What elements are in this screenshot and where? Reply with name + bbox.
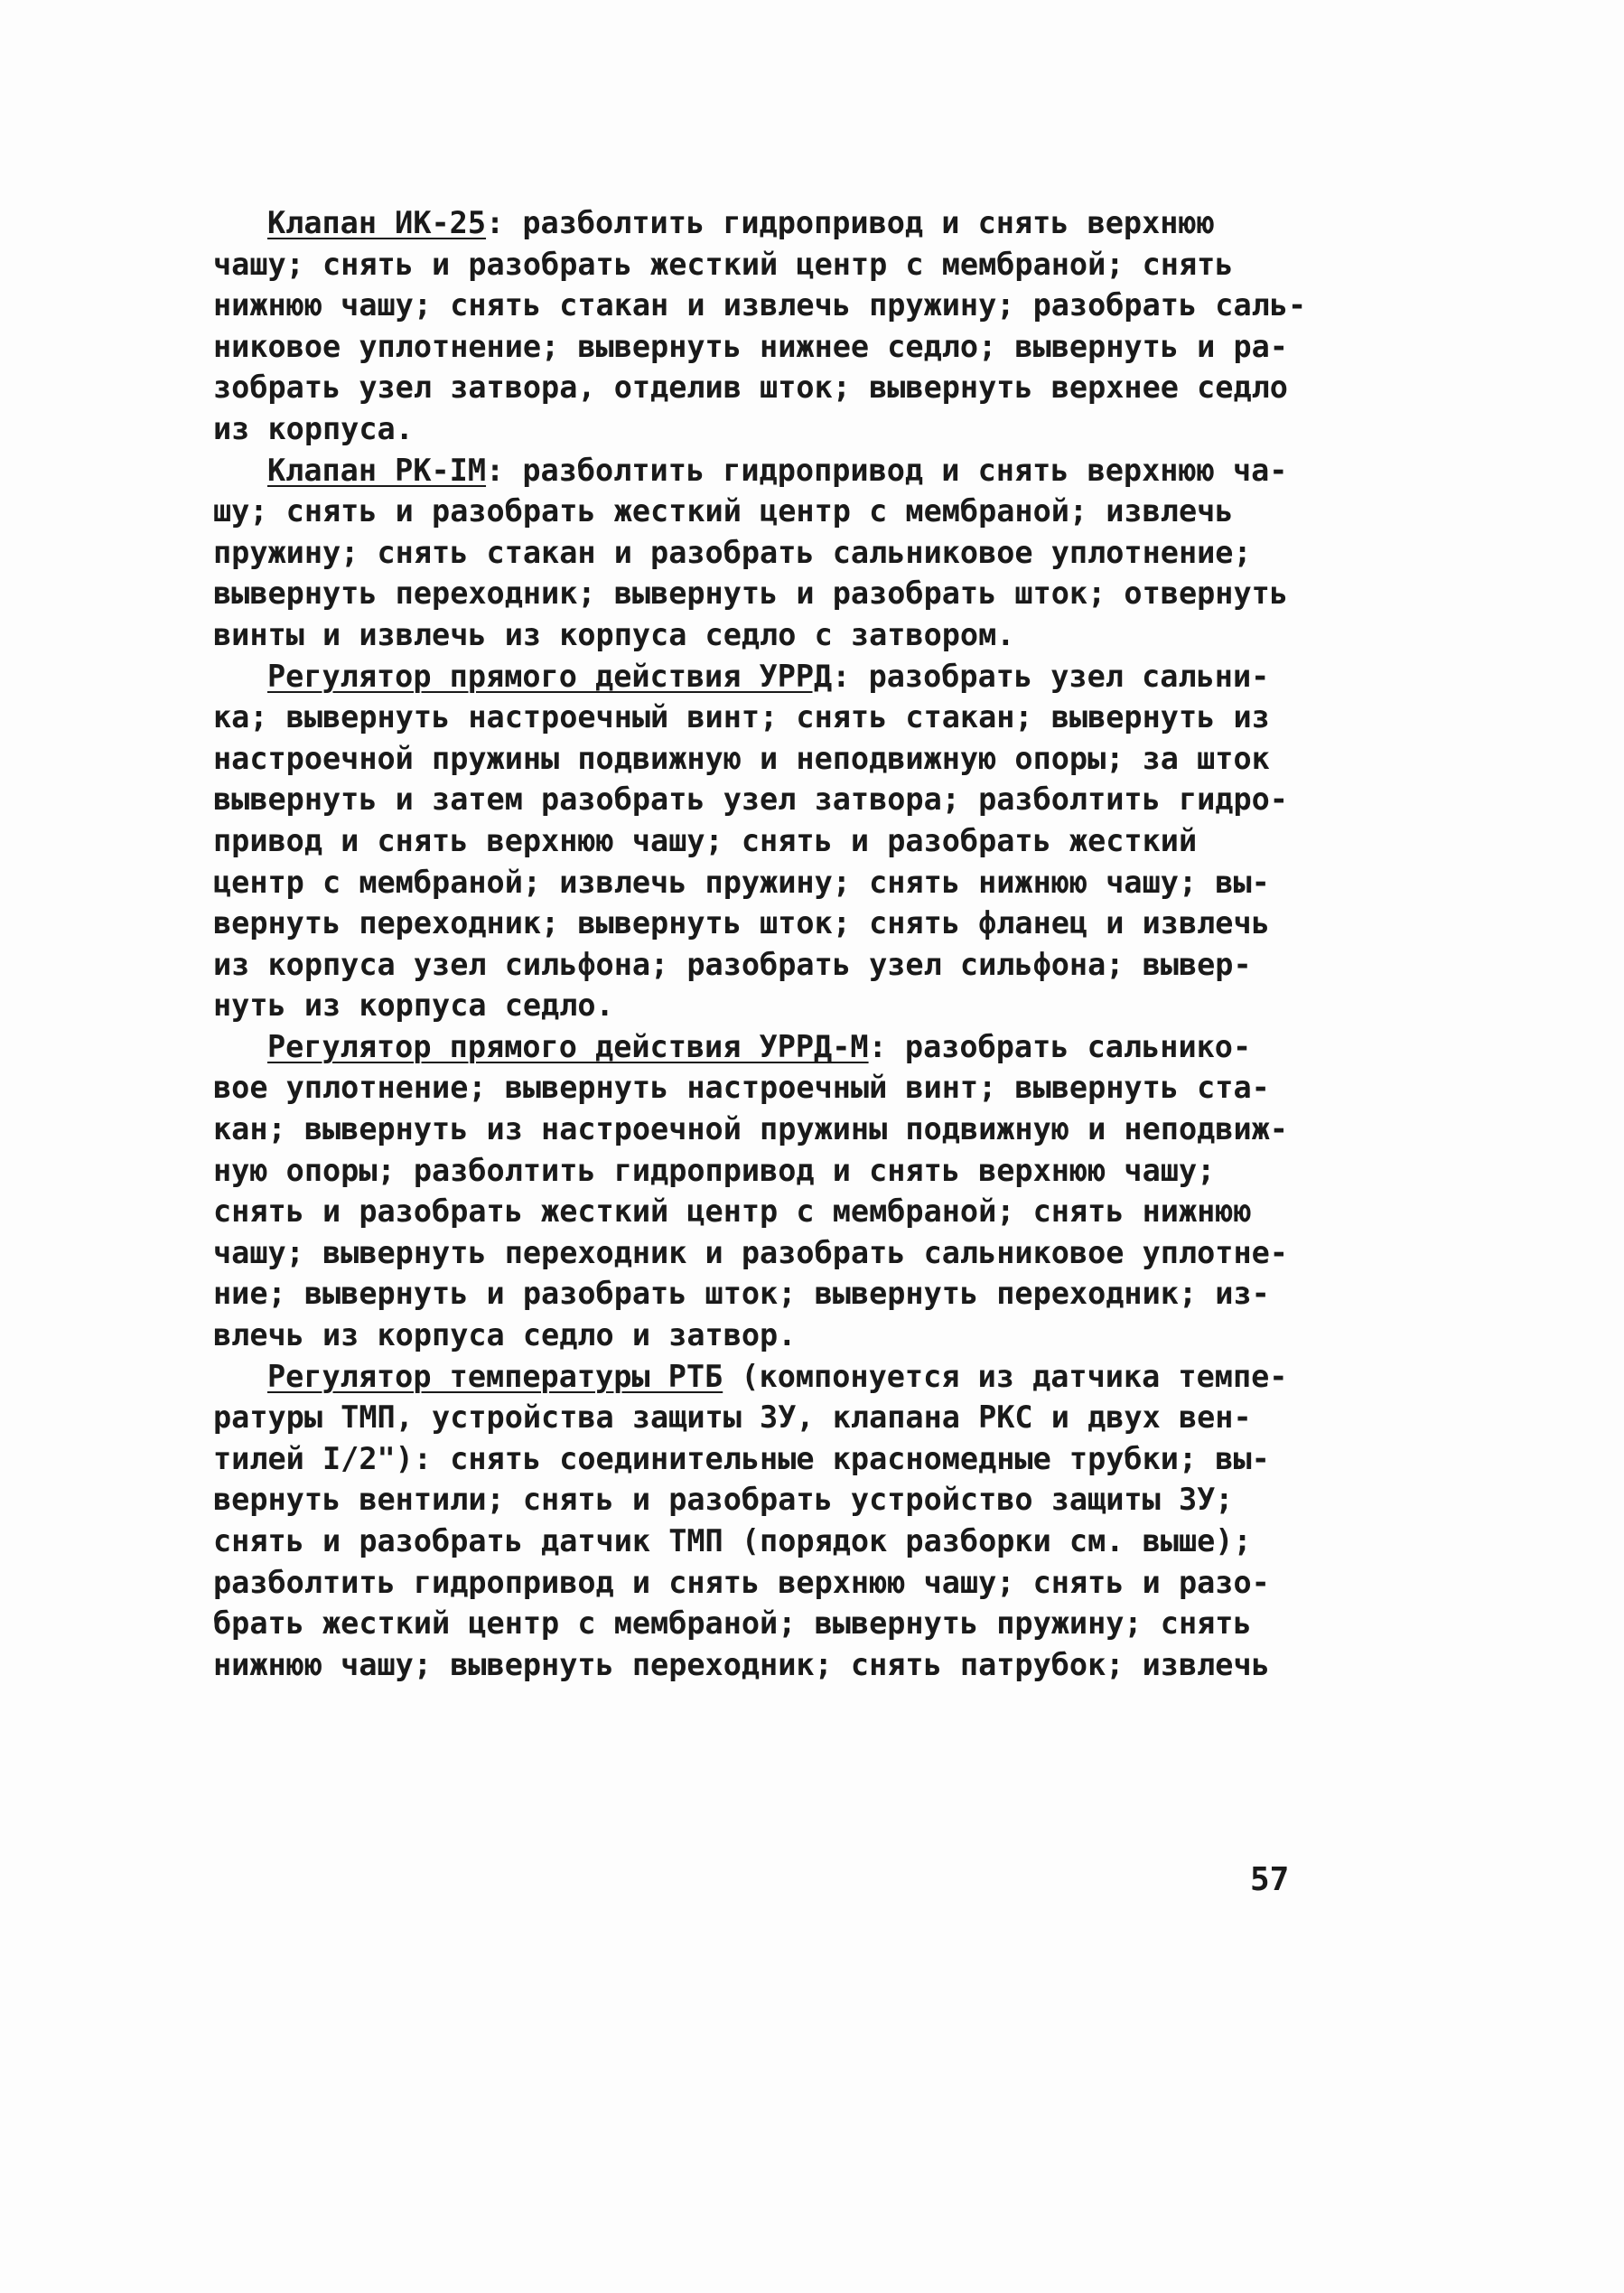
paragraph-heading: Регулятор прямого действия УРРД	[267, 658, 833, 694]
body-text	[213, 202, 1324, 1685]
paragraph-line: настроечной пружины подвижную и неподвижную опоры; за шток	[213, 740, 1270, 776]
paragraph-line: ние; вывернуть и разобрать шток; вывернуть переходник; из-	[213, 1276, 1270, 1312]
paragraph-line-text: : разболтить гидропривод и снять верхнюю	[486, 205, 1215, 240]
paragraph-line: вывернуть и затем разобрать узел затвора; разболтить гидро-	[213, 781, 1288, 818]
paragraph-line-text: : разобрать сальнико-	[868, 1028, 1252, 1064]
paragraph-heading: Клапан ИК-25	[267, 205, 487, 240]
paragraph-heading: Клапан РК-IM	[267, 452, 487, 488]
paragraph-line: влечь из корпуса седло и затвор.	[213, 1317, 797, 1353]
paragraph-line: вернуть переходник; вывернуть шток; снять фланец и извлечь	[213, 905, 1270, 941]
paragraph-line: зобрать узел затвора, отделив шток; вывернуть верхнее седло	[213, 370, 1288, 406]
paragraph-line: из корпуса узел сильфона; разобрать узел сильфона; вывер-	[213, 946, 1252, 982]
paragraph-line: нижнюю чашу; вывернуть переходник; снять патрубок; извлечь	[213, 1646, 1270, 1682]
paragraph-line: центр с мембраной; извлечь пружину; снять нижнюю чашу; вы-	[213, 864, 1270, 900]
paragraph-line	[213, 1356, 1324, 1398]
paragraph-line: снять и разобрать датчик ТМП (порядок разборки см. выше);	[213, 1523, 1252, 1558]
paragraph-line: ка; вывернуть настроечный винт; снять стакан; вывернуть из	[213, 699, 1270, 735]
paragraph-line	[213, 202, 1324, 244]
paragraph-line-text: : разболтить гидропривод и снять верхнюю ча-	[486, 452, 1288, 488]
paragraph-line: кан; вывернуть из настроечной пружины подвижную и неподвиж-	[213, 1111, 1288, 1147]
paragraph-line	[213, 450, 1324, 491]
paragraph-heading: Регулятор температуры РТБ	[267, 1358, 723, 1394]
paragraph-line: ратуры ТМП, устройства защиты ЗУ, клапана РКС и двух вен-	[213, 1399, 1252, 1436]
paragraph-line: пружину; снять стакан и разобрать сальниковое уплотнение;	[213, 534, 1252, 570]
paragraph-line: привод и снять верхнюю чашу; снять и разобрать жесткий	[213, 822, 1198, 858]
paragraph-line	[213, 1026, 1324, 1068]
paragraph-line-text: (компонуется из датчика темпе-	[723, 1358, 1288, 1394]
paragraph-line: вывернуть переходник; вывернуть и разобрать шток; отвернуть	[213, 576, 1288, 612]
paragraph-line: вое уплотнение; вывернуть настроечный винт; вывернуть ста-	[213, 1070, 1270, 1106]
paragraph-line: тилей I/2"): снять соединительные красномедные трубки; вы-	[213, 1440, 1270, 1476]
paragraph-line: никовое уплотнение; вывернуть нижнее седло; вывернуть и ра-	[213, 328, 1288, 364]
paragraph-line: ную опоры; разболтить гидропривод и снять верхнюю чашу;	[213, 1152, 1216, 1188]
paragraph-line: нуть из корпуса седло.	[213, 987, 614, 1024]
paragraph-line: чашу; вывернуть переходник и разобрать сальниковое уплотне-	[213, 1234, 1288, 1270]
paragraph-line: вернуть вентили; снять и разобрать устройство защиты ЗУ;	[213, 1482, 1234, 1518]
paragraph-line: винты и извлечь из корпуса седло с затвором.	[213, 616, 1015, 652]
paragraph-line: снять и разобрать жесткий центр с мембраной; снять нижнюю	[213, 1193, 1252, 1230]
paragraph-heading: Регулятор прямого действия УРРД-М	[267, 1028, 869, 1064]
paragraph-line: брать жесткий центр с мембраной; вывернуть пружину; снять	[213, 1605, 1252, 1642]
paragraph-line: чашу; снять и разобрать жесткий центр с мембраной; снять	[213, 246, 1234, 282]
paragraph-line: из корпуса.	[213, 410, 414, 446]
paragraph-line-text: : разобрать узел сальни-	[832, 658, 1270, 694]
paragraph-line: шу; снять и разобрать жесткий центр с мембраной; извлечь	[213, 493, 1234, 529]
paragraph-line	[213, 656, 1324, 697]
paragraph-line: нижнюю чашу; снять стакан и извлечь пружину; разобрать саль-	[213, 287, 1307, 323]
page-number: 57	[1250, 1861, 1290, 1898]
paragraph-line: разболтить гидропривод и снять верхнюю чашу; снять и разо-	[213, 1564, 1270, 1600]
